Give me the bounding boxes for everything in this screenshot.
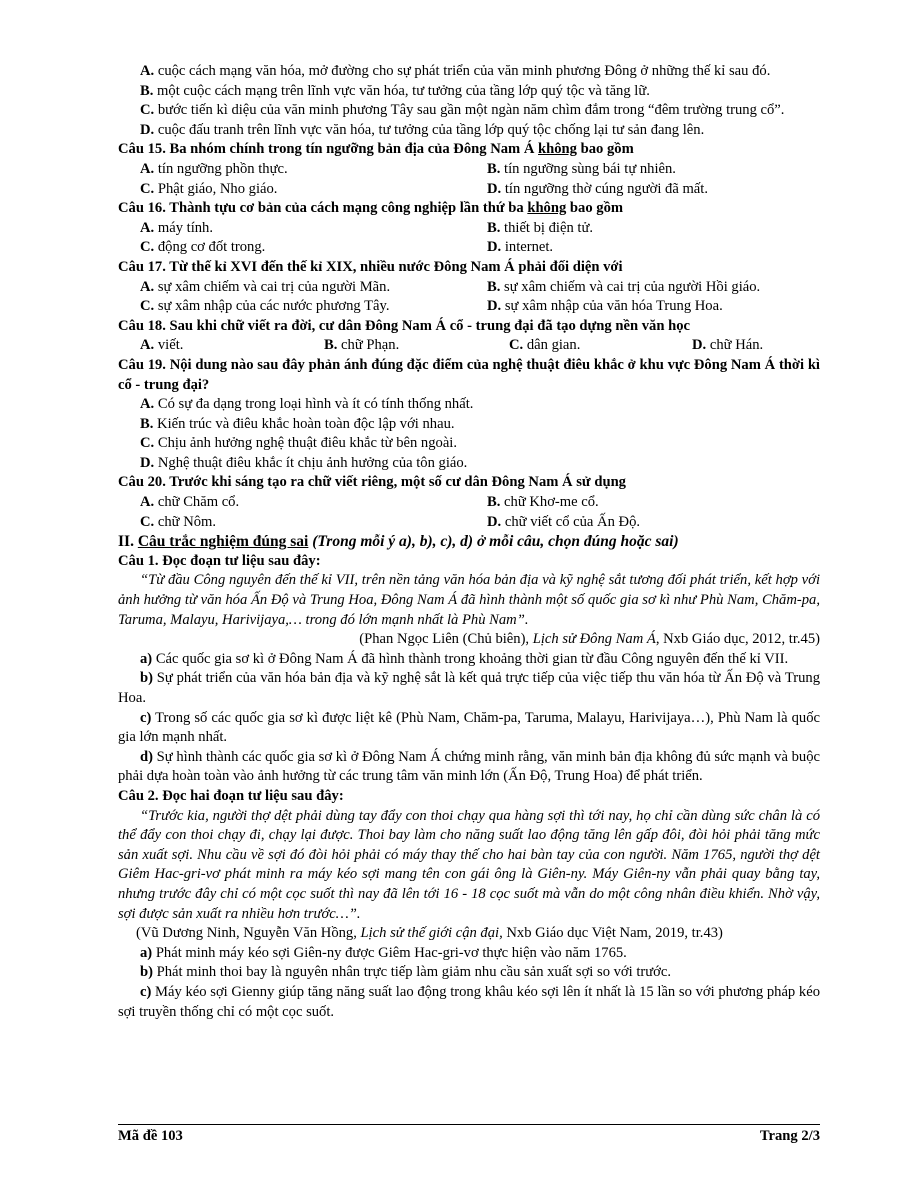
q17-option-c: C. sự xâm nhập của các nước phương Tây. [140,298,390,315]
page-number: Trang 2/3 [759,1128,820,1144]
tf1-item-a: a) Các quốc gia sơ kì ở Đông Nam Á đã hình thành trong khoảng thời gian từ đầu Công nguyên đến thế kỉ VII. [140,650,789,667]
q14-option-b: B. một cuộc cách mạng trên lĩnh vực văn hóa, tư tưởng của tầng lớp quý tộc và tăng lữ. [140,82,650,99]
q14-option-a: A. cuộc cách mạng văn hóa, mở đường cho sự phát triển của văn minh phương Đông ở những thế kỉ sau đó. [140,63,771,79]
exam-code: Mã đề 103 [118,1128,183,1144]
q19-title: Câu 19. Nội dung nào sau đây phản ánh đúng đặc điểm của nghệ thuật điêu khắc ở khu vực Đông Nam Á thời kì cổ - trung đại? [118,356,820,393]
tf2-item-b: b) Phát minh thoi bay là nguyên nhân trực tiếp làm giảm nhu cầu sản xuất sợi so với trước. [140,964,672,981]
q18-option-d: D. chữ Hán. [692,337,764,354]
q18-option-c: C. dân gian. [509,337,581,354]
q17-option-a: A. sự xâm chiếm và cai trị của người Mãn. [140,278,391,295]
q15-row-2 [118,180,820,200]
q15-title: Câu 15. Ba nhóm chính trong tín ngưỡng bản địa của Đông Nam Á không bao gồm [118,141,634,158]
tf1-item-c: c) Trong số các quốc gia sơ kì được liệt kê (Phù Nam, Chăm-pa, Taruma, Malayu, Harivijaya…), Phù Nam là quốc gia lớn mạnh nhất. [118,709,820,746]
q19-option-b: B. Kiến trúc và điêu khắc hoàn toàn độc lập với nhau. [140,415,455,432]
tf2-title: Câu 2. Đọc hai đoạn tư liệu sau đây: [118,787,344,804]
q15-option-c: C. Phật giáo, Nho giáo. [140,180,278,197]
q20-option-b: B. chữ Khơ-me cổ. [487,494,599,511]
q17-option-b: B. sự xâm chiếm và cai trị của người Hồi giáo. [487,278,761,295]
tf2-source: (Vũ Dương Ninh, Nguyễn Văn Hồng, Lịch sử thế giới cận đại, Nxb Giáo dục Việt Nam, 2019, tr.43) [136,925,723,942]
q18-option-b: B. chữ Phạn. [324,337,400,354]
q20-row-2 [118,513,820,533]
q18-row [118,336,820,356]
tf1-quote: “Từ đầu Công nguyên đến thế kỉ VII, trên nền tảng văn hóa bản địa và kỹ nghệ sắt tương đối phát triển, kết hợp với ảnh hưởng từ văn hóa Ấn Độ và Trung Hoa, Đông Nam Á đã hình thành một số quốc gia sơ kì như Phù Nam, Chăm-pa, Taruma, Malayu, Harivijaya,… trong đó lớn mạnh nhất là Phù Nam”. [118,572,820,628]
q15-option-b: B. tín ngưỡng sùng bái tự nhiên. [487,160,676,177]
q20-option-d: D. chữ viết cổ của Ấn Độ. [487,513,641,530]
tf1-item-d: d) Sự hình thành các quốc gia sơ kì ở Đông Nam Á chứng minh rằng, văn minh bản địa không đủ sức mạnh và buộc phải dựa hoàn toàn vào ảnh hưởng từ các trung tâm văn minh lớn (Ấn Độ, Trung Hoa) để phát triển. [118,748,820,785]
q17-option-d: D. sự xâm nhập của văn hóa Trung Hoa. [487,298,723,315]
tf2-item-a: a) Phát minh máy kéo sợi Giên-ny được Giêm Hac-gri-vơ thực hiện vào năm 1765. [140,944,627,961]
q18-option-a: A. viết. [140,337,184,354]
tf1-item-b: b) Sự phát triển của văn hóa bản địa và kỹ nghệ sắt là kết quả trực tiếp của việc tiếp thu văn hóa từ Ấn Độ và Trung Hoa. [118,670,820,706]
q18-title: Câu 18. Sau khi chữ viết ra đời, cư dân Đông Nam Á cổ - trung đại đã tạo dựng nền văn học [118,317,690,334]
tf1-source: (Phan Ngọc Liên (Chủ biên), Lịch sử Đông Nam Á, Nxb Giáo dục, 2012, tr.45) [359,631,820,648]
q16-option-a: A. máy tính. [140,219,213,236]
q15-option-d: D. tín ngưỡng thờ cúng người đã mất. [487,180,708,197]
q14-options [118,62,820,140]
q16-option-b: B. thiết bị điện tử. [487,219,594,236]
q16-row-2 [118,238,820,258]
section-2-heading: II. Câu trắc nghiệm đúng sai (Trong mỗi ý a), b), c), d) ở mỗi câu, chọn đúng hoặc sai) [118,533,679,551]
q16-row-1 [118,219,820,239]
page-content [118,62,820,1022]
tf2-quote: “Trước kia, người thợ dệt phải dùng tay đẩy con thoi chạy qua hàng sợi thì tới nay, họ chỉ cần dùng sức chân là có thể đẩy con thoi chạy đi, chạy lại được. Thoi bay làm cho năng suất lao động tăng lên gấp đôi, đòi hỏi phải tăng mức sản xuất sợi. Nhu cầu về sợi đó đòi hỏi phải có máy thay thế cho hai bàn tay của con người. Năm 1765, người thợ dệt Giêm Hac-gri-vơ phát minh ra máy kéo sợi mang tên con gái ông là Giên-ny. Máy Giên-ny vẫn phải quay bằng tay, nhưng trước đây chỉ có một cọc suốt thì nay đã lên tới 16 - 18 cọc suốt mà vẫn do một công nhân điều khiển. Nhờ vậy, sợi được sản xuất ra nhiều hơn trước…”. [118,807,820,922]
q16-title: Câu 16. Thành tựu cơ bản của cách mạng công nghiệp lần thứ ba không bao gồm [118,200,624,217]
q17-row-2 [118,297,820,317]
q14-option-c: C. bước tiến kì diệu của văn minh phương Tây sau gần một ngàn năm chìm đắm trong “đêm trường trung cổ”. [140,102,785,119]
q15-option-a: A. tín ngưỡng phồn thực. [140,160,288,177]
q20-option-a: A. chữ Chăm cổ. [140,494,240,511]
q17-row-1 [118,278,820,298]
q20-title: Câu 20. Trước khi sáng tạo ra chữ viết riêng, một số cư dân Đông Nam Á sử dụng [118,474,626,491]
q15-row-1 [118,160,820,180]
q16-option-d: D. internet. [487,239,554,256]
q20-row-1 [118,493,820,513]
q16-option-c: C. động cơ đốt trong. [140,239,266,256]
q19-option-a: A. Có sự đa dạng trong loại hình và ít có tính thống nhất. [140,396,474,413]
q20-option-c: C. chữ Nôm. [140,513,217,530]
q19-option-d: D. Nghệ thuật điêu khắc ít chịu ảnh hưởng của tôn giáo. [140,454,468,471]
tf2-item-c: c) Máy kéo sợi Gienny giúp tăng năng suất lao động trong khâu kéo sợi lên ít nhất là 15 lần so với phương pháp kéo sợi truyền thống chỉ có một cọc suốt. [118,983,820,1020]
q14-option-d: D. cuộc đấu tranh trên lĩnh vực văn hóa, tư tưởng của tầng lớp quý tộc chống lại tư sản đang lên. [140,121,705,138]
tf1-title: Câu 1. Đọc đoạn tư liệu sau đây: [118,552,321,569]
q19-option-c: C. Chịu ảnh hưởng nghệ thuật điêu khắc từ bên ngoài. [140,435,457,452]
q17-title: Câu 17. Từ thế kỉ XVI đến thế kỉ XIX, nhiều nước Đông Nam Á phải đối diện với [118,258,623,275]
page-footer [118,1124,820,1147]
